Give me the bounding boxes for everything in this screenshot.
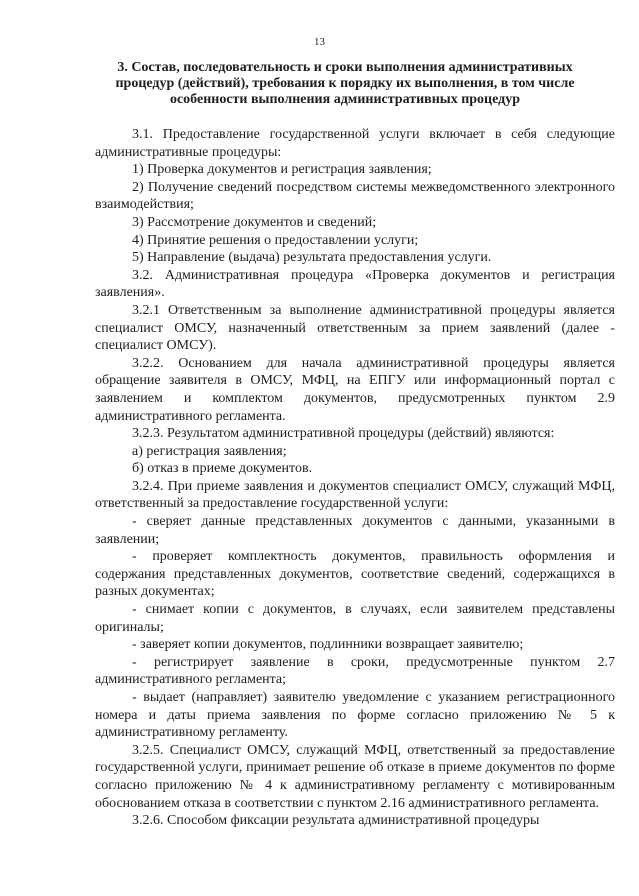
paragraph-3-1: 3.1. Предоставление государственной услуги включает в себя следующие административные процедуры: bbox=[95, 127, 615, 160]
paragraph-3-2-4: 3.2.4. При приеме заявления и документов специалист ОМСУ, служащий МФЦ, ответственный за предоставление государственной услуги: bbox=[95, 478, 615, 512]
list-item-b: б) отказ в приеме документов. bbox=[132, 461, 313, 477]
dash-item-2: - проверяет комплектность документов, правильность оформления и содержания представленных документов, соответствие сведений, содержащихся в разных документах; bbox=[95, 549, 615, 600]
list-item-1: 1) Проверка документов и регистрация заявления; bbox=[132, 162, 432, 178]
list-item-2: 2) Получение сведений посредством системы межведомственного электронного взаимодействия; bbox=[95, 179, 615, 213]
paragraph-3-2-2: 3.2.2. Основанием для начала административной процедуры является обращение заявителя в ОМСУ, МФЦ, на ЕПГУ или информационный портал с заявлением и комплектом документов, предусмотренных пунктом 2.9 административного регламента. bbox=[95, 355, 615, 424]
paragraph-3-2-1: 3.2.1 Ответственным за выполнение административной процедуры является специалист ОМСУ, назначенный ответственным за прием заявлений (далее - специалист ОМСУ). bbox=[95, 302, 615, 354]
paragraph-3-2-5: 3.2.5. Специалист ОМСУ, служащий МФЦ, ответственный за предоставление государственной услуги, принимает решение об отказе в приеме документов по форме согласно приложению № 4 к административному регламенту с мотивированным обоснованием отказа в соответствии с пунктом 2.16 административного регламента. bbox=[95, 742, 615, 811]
list-item-5: 5) Направление (выдача) результата предоставления услуги. bbox=[132, 250, 492, 266]
dash-item-6: - выдает (направляет) заявителю уведомление с указанием регистрационного номера и даты приема заявления по форме согласно приложению № 5 к административному регламенту. bbox=[95, 690, 615, 741]
section-title: 3. Состав, последовательность и сроки выполнения административных процедур (действий), требования к порядку их выполнения, в том числе особенности выполнения административных процедур bbox=[115, 60, 575, 107]
paragraph-3-2-3: 3.2.3. Результатом административной процедуры (действий) являются: bbox=[132, 426, 555, 442]
dash-item-4: - заверяет копии документов, подлинники возвращает заявителю; bbox=[132, 637, 524, 653]
page-number: 13 bbox=[314, 36, 325, 48]
paragraph-3-2-6: 3.2.6. Способом фиксации результата административной процедуры bbox=[132, 813, 540, 829]
dash-item-1: - сверяет данные представленных документов с данными, указанными в заявлении; bbox=[95, 514, 615, 547]
document-body bbox=[95, 126, 615, 830]
list-item-4: 4) Принятие решения о предоставлении услуги; bbox=[132, 232, 419, 248]
dash-item-3: - снимает копии с документов, в случаях, если заявителем представлены оригиналы; bbox=[95, 602, 615, 635]
dash-item-5: - регистрирует заявление в сроки, предусмотренные пунктом 2.7 административного регламента; bbox=[95, 654, 615, 688]
list-item-a: а) регистрация заявления; bbox=[132, 443, 287, 459]
paragraph-3-2: 3.2. Административная процедура «Проверка документов и регистрация заявления». bbox=[95, 267, 615, 301]
list-item-3: 3) Рассмотрение документов и сведений; bbox=[132, 214, 377, 230]
